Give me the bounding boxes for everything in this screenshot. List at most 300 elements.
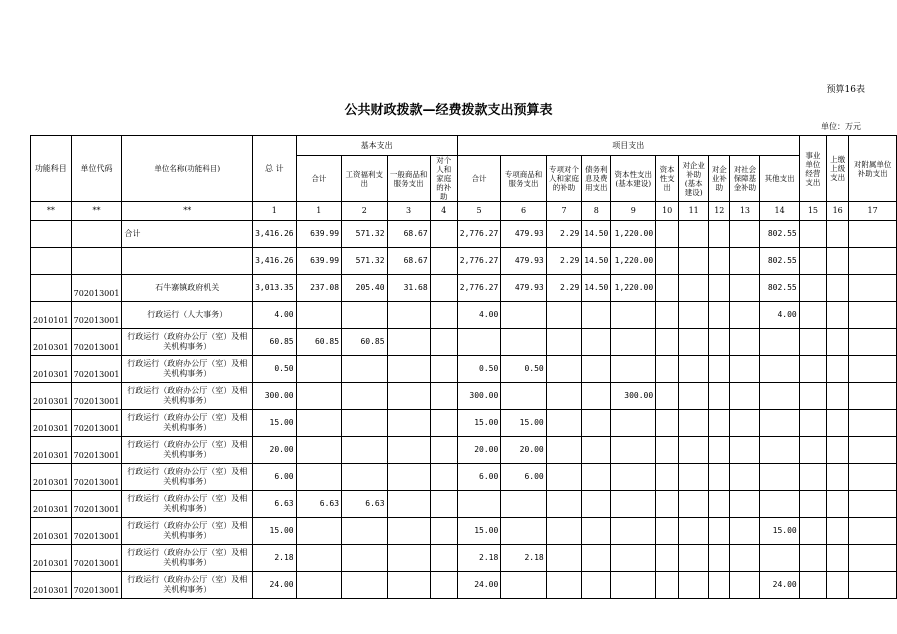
value-cell — [849, 275, 897, 302]
value-cell: 571.32 — [342, 221, 387, 248]
value-cell — [730, 572, 760, 599]
table-row — [31, 491, 897, 518]
value-cell: 15.00 — [253, 518, 297, 545]
header-project: 项目支出 — [457, 136, 799, 156]
index-cell: 11 — [679, 202, 709, 221]
value-cell: 2.18 — [501, 545, 546, 572]
value-cell — [430, 383, 457, 410]
value-cell — [656, 572, 679, 599]
unit-name-cell: 行政运行（政府办公厅（室）及相关机构事务） — [122, 491, 253, 518]
value-cell — [760, 410, 799, 437]
value-cell — [342, 383, 387, 410]
value-cell — [582, 464, 611, 491]
table-header — [31, 136, 897, 221]
func-code-cell: 2010301 — [31, 464, 72, 491]
value-cell — [760, 383, 799, 410]
func-code-cell: 2010301 — [31, 572, 72, 599]
value-cell: 237.08 — [296, 275, 341, 302]
value-cell — [709, 491, 730, 518]
unit-name-cell: 合计 — [122, 221, 253, 248]
index-cell: 13 — [730, 202, 760, 221]
header-fushu: 对附属单位补助支出 — [849, 136, 897, 202]
value-cell — [546, 329, 582, 356]
value-cell — [849, 572, 897, 599]
value-cell — [342, 356, 387, 383]
unit-name-cell: 行政运行（政府办公厅（室）及相关机构事务） — [122, 329, 253, 356]
value-cell — [656, 356, 679, 383]
value-cell — [679, 437, 709, 464]
table-row — [31, 437, 897, 464]
value-cell — [656, 248, 679, 275]
unit-code-cell: 702013001 — [71, 572, 122, 599]
value-cell — [827, 329, 849, 356]
value-cell — [430, 437, 457, 464]
value-cell — [827, 572, 849, 599]
value-cell — [799, 491, 826, 518]
value-cell: 2.29 — [546, 248, 582, 275]
value-cell — [709, 464, 730, 491]
value-cell: 6.63 — [342, 491, 387, 518]
table-row — [31, 572, 897, 599]
value-cell — [387, 329, 430, 356]
value-cell: 60.85 — [342, 329, 387, 356]
value-cell — [730, 329, 760, 356]
value-cell — [679, 302, 709, 329]
value-cell — [611, 491, 656, 518]
value-cell — [387, 491, 430, 518]
value-cell — [679, 545, 709, 572]
value-cell — [430, 464, 457, 491]
value-cell — [849, 545, 897, 572]
value-cell — [546, 302, 582, 329]
value-cell — [730, 410, 760, 437]
value-cell — [679, 491, 709, 518]
value-cell — [387, 302, 430, 329]
value-cell — [582, 356, 611, 383]
value-cell — [501, 572, 546, 599]
table-row — [31, 383, 897, 410]
value-cell — [679, 329, 709, 356]
header-project-sub: 对社会保障基金补助 — [730, 156, 760, 202]
value-cell — [709, 383, 730, 410]
unit-label: 单位：万元 — [821, 122, 861, 131]
value-cell — [827, 356, 849, 383]
value-cell — [799, 302, 826, 329]
value-cell — [760, 491, 799, 518]
value-cell — [546, 410, 582, 437]
value-cell — [342, 302, 387, 329]
value-cell — [827, 302, 849, 329]
value-cell — [296, 518, 341, 545]
index-cell: 14 — [760, 202, 799, 221]
index-cell: 9 — [611, 202, 656, 221]
value-cell — [849, 248, 897, 275]
unit-name-cell: 行政运行（政府办公厅（室）及相关机构事务） — [122, 410, 253, 437]
index-cell: 8 — [582, 202, 611, 221]
index-cell: ** — [122, 202, 253, 221]
value-cell — [730, 248, 760, 275]
value-cell: 639.99 — [296, 221, 341, 248]
value-cell — [387, 464, 430, 491]
unit-name-cell: 行政运行（政府办公厅（室）及相关机构事务） — [122, 437, 253, 464]
value-cell: 31.68 — [387, 275, 430, 302]
func-code-cell: 2010301 — [31, 410, 72, 437]
value-cell — [656, 410, 679, 437]
index-cell: 2 — [342, 202, 387, 221]
index-cell: 15 — [799, 202, 826, 221]
unit-name-cell: 行政运行（人大事务） — [122, 302, 253, 329]
value-cell: 24.00 — [457, 572, 501, 599]
value-cell — [430, 572, 457, 599]
value-cell: 4.00 — [760, 302, 799, 329]
value-cell — [679, 464, 709, 491]
value-cell — [679, 518, 709, 545]
func-code-cell — [31, 221, 72, 248]
value-cell — [799, 329, 826, 356]
value-cell — [611, 572, 656, 599]
header-basic: 基本支出 — [296, 136, 457, 156]
unit-code-cell: 702013001 — [71, 464, 122, 491]
table-row — [31, 464, 897, 491]
unit-code-cell: 702013001 — [71, 275, 122, 302]
index-cell: 16 — [827, 202, 849, 221]
value-cell — [430, 518, 457, 545]
value-cell — [656, 464, 679, 491]
value-cell — [709, 221, 730, 248]
value-cell — [799, 437, 826, 464]
value-cell — [799, 572, 826, 599]
value-cell — [849, 302, 897, 329]
value-cell — [709, 545, 730, 572]
value-cell — [430, 275, 457, 302]
value-cell — [296, 437, 341, 464]
value-cell: 3,416.26 — [253, 248, 297, 275]
value-cell: 0.50 — [501, 356, 546, 383]
value-cell — [582, 329, 611, 356]
value-cell — [799, 545, 826, 572]
value-cell — [430, 356, 457, 383]
value-cell — [546, 545, 582, 572]
value-cell — [827, 410, 849, 437]
table-row — [31, 329, 897, 356]
unit-name-cell: 行政运行（政府办公厅（室）及相关机构事务） — [122, 383, 253, 410]
value-cell — [656, 491, 679, 518]
header-unit-name: 单位名称(功能科目) — [122, 136, 253, 202]
value-cell: 300.00 — [253, 383, 297, 410]
value-cell — [342, 545, 387, 572]
value-cell — [387, 545, 430, 572]
value-cell — [827, 545, 849, 572]
value-cell — [656, 437, 679, 464]
unit-code-cell: 702013001 — [71, 437, 122, 464]
value-cell — [799, 410, 826, 437]
value-cell — [430, 248, 457, 275]
unit-name-cell — [122, 248, 253, 275]
index-cell: 1 — [296, 202, 341, 221]
unit-code-cell: 702013001 — [71, 383, 122, 410]
value-cell — [430, 545, 457, 572]
value-cell — [679, 275, 709, 302]
page-title: 公共财政拨款—经费拨款支出预算表 — [344, 103, 553, 118]
value-cell — [827, 383, 849, 410]
value-cell — [387, 437, 430, 464]
index-cell: 7 — [546, 202, 582, 221]
value-cell — [546, 572, 582, 599]
value-cell: 1,220.00 — [611, 221, 656, 248]
value-cell — [582, 572, 611, 599]
value-cell — [582, 410, 611, 437]
value-cell — [849, 329, 897, 356]
header-project-sub: 对企业补助 — [709, 156, 730, 202]
value-cell — [849, 221, 897, 248]
value-cell — [799, 275, 826, 302]
value-cell: 24.00 — [760, 572, 799, 599]
value-cell — [799, 221, 826, 248]
index-cell: ** — [71, 202, 122, 221]
value-cell — [387, 383, 430, 410]
value-cell — [760, 437, 799, 464]
value-cell — [296, 572, 341, 599]
value-cell — [849, 464, 897, 491]
value-cell — [827, 275, 849, 302]
value-cell — [387, 356, 430, 383]
value-cell — [501, 329, 546, 356]
value-cell — [611, 302, 656, 329]
value-cell: 20.00 — [501, 437, 546, 464]
value-cell — [849, 491, 897, 518]
unit-code-cell: 702013001 — [71, 518, 122, 545]
header-project-sub: 对企业补助(基本建设) — [679, 156, 709, 202]
header-basic-sub: 对个人和家庭的补助 — [430, 156, 457, 202]
value-cell: 6.00 — [501, 464, 546, 491]
table-row — [31, 545, 897, 572]
value-cell — [342, 518, 387, 545]
value-cell — [387, 572, 430, 599]
value-cell — [827, 518, 849, 545]
value-cell — [799, 356, 826, 383]
value-cell: 2.18 — [253, 545, 297, 572]
value-cell: 6.63 — [296, 491, 341, 518]
table-body — [31, 221, 897, 599]
value-cell — [611, 356, 656, 383]
value-cell — [296, 464, 341, 491]
value-cell — [582, 491, 611, 518]
header-unit-code: 单位代码 — [71, 136, 122, 202]
value-cell — [827, 248, 849, 275]
value-cell — [679, 221, 709, 248]
value-cell — [342, 410, 387, 437]
value-cell — [501, 518, 546, 545]
value-cell — [760, 329, 799, 356]
value-cell — [679, 248, 709, 275]
value-cell — [709, 518, 730, 545]
value-cell — [611, 329, 656, 356]
value-cell: 571.32 — [342, 248, 387, 275]
value-cell — [582, 518, 611, 545]
table-row — [31, 248, 897, 275]
value-cell — [611, 437, 656, 464]
value-cell: 6.00 — [457, 464, 501, 491]
unit-code-cell: 702013001 — [71, 491, 122, 518]
value-cell: 2,776.27 — [457, 248, 501, 275]
value-cell: 3,013.35 — [253, 275, 297, 302]
index-cell: 12 — [709, 202, 730, 221]
value-cell — [709, 329, 730, 356]
func-code-cell — [31, 275, 72, 302]
func-code-cell: 2010301 — [31, 545, 72, 572]
value-cell: 2.29 — [546, 275, 582, 302]
value-cell: 15.00 — [457, 410, 501, 437]
value-cell — [679, 383, 709, 410]
budget-table — [30, 135, 897, 599]
value-cell — [296, 410, 341, 437]
unit-name-cell: 行政运行（政府办公厅（室）及相关机构事务） — [122, 518, 253, 545]
value-cell — [827, 491, 849, 518]
value-cell — [709, 410, 730, 437]
value-cell: 1,220.00 — [611, 248, 656, 275]
value-cell: 20.00 — [457, 437, 501, 464]
value-cell — [296, 383, 341, 410]
value-cell: 3,416.26 — [253, 221, 297, 248]
table-row — [31, 302, 897, 329]
header-project-sub: 债务利息及费用支出 — [582, 156, 611, 202]
value-cell — [296, 545, 341, 572]
value-cell — [679, 572, 709, 599]
value-cell — [799, 518, 826, 545]
value-cell: 1,220.00 — [611, 275, 656, 302]
unit-code-cell: 702013001 — [71, 545, 122, 572]
value-cell: 802.55 — [760, 221, 799, 248]
index-cell: 17 — [849, 202, 897, 221]
value-cell: 24.00 — [253, 572, 297, 599]
value-cell — [656, 221, 679, 248]
value-cell — [611, 545, 656, 572]
unit-name-cell: 行政运行（政府办公厅（室）及相关机构事务） — [122, 464, 253, 491]
value-cell — [546, 383, 582, 410]
value-cell: 68.67 — [387, 248, 430, 275]
value-cell — [679, 410, 709, 437]
value-cell — [709, 302, 730, 329]
value-cell — [546, 437, 582, 464]
func-code-cell: 2010301 — [31, 383, 72, 410]
value-cell: 2.18 — [457, 545, 501, 572]
header-total: 总 计 — [253, 136, 297, 202]
header-func-subject: 功能科目 — [31, 136, 72, 202]
value-cell — [342, 572, 387, 599]
value-cell — [430, 491, 457, 518]
index-cell: 10 — [656, 202, 679, 221]
value-cell — [611, 518, 656, 545]
header-shangjiao: 上缴上级支出 — [827, 136, 849, 202]
value-cell — [709, 572, 730, 599]
value-cell — [656, 275, 679, 302]
value-cell: 802.55 — [760, 248, 799, 275]
value-cell — [296, 356, 341, 383]
unit-name-cell: 行政运行（政府办公厅（室）及相关机构事务） — [122, 572, 253, 599]
value-cell — [709, 356, 730, 383]
value-cell — [611, 410, 656, 437]
table-row — [31, 356, 897, 383]
value-cell — [430, 302, 457, 329]
value-cell — [611, 464, 656, 491]
index-cell: 3 — [387, 202, 430, 221]
func-code-cell: 2010301 — [31, 518, 72, 545]
value-cell: 14.50 — [582, 248, 611, 275]
value-cell — [501, 302, 546, 329]
unit-code-cell: 702013001 — [71, 356, 122, 383]
table-row — [31, 518, 897, 545]
unit-name-cell: 石牛寨镇政府机关 — [122, 275, 253, 302]
table-number: 预算16表 — [826, 85, 865, 95]
value-cell: 60.85 — [253, 329, 297, 356]
value-cell — [387, 410, 430, 437]
value-cell — [546, 491, 582, 518]
header-basic-sub: 一般商品和服务支出 — [387, 156, 430, 202]
value-cell — [656, 518, 679, 545]
value-cell — [546, 464, 582, 491]
header-shiye: 事业单位经营支出 — [799, 136, 826, 202]
value-cell — [849, 437, 897, 464]
value-cell — [799, 383, 826, 410]
value-cell — [709, 248, 730, 275]
value-cell — [799, 464, 826, 491]
value-cell: 15.00 — [253, 410, 297, 437]
value-cell: 300.00 — [611, 383, 656, 410]
func-code-cell: 2010301 — [31, 491, 72, 518]
unit-code-cell: 702013001 — [71, 302, 122, 329]
index-cell: 6 — [501, 202, 546, 221]
value-cell: 639.99 — [296, 248, 341, 275]
value-cell — [582, 383, 611, 410]
value-cell — [760, 545, 799, 572]
value-cell — [387, 518, 430, 545]
value-cell — [656, 329, 679, 356]
value-cell — [582, 437, 611, 464]
value-cell — [827, 221, 849, 248]
header-project-sub: 合计 — [457, 156, 501, 202]
unit-name-cell: 行政运行（政府办公厅（室）及相关机构事务） — [122, 545, 253, 572]
value-cell: 2.29 — [546, 221, 582, 248]
unit-name-cell: 行政运行（政府办公厅（室）及相关机构事务） — [122, 356, 253, 383]
value-cell — [760, 356, 799, 383]
table-row — [31, 410, 897, 437]
value-cell — [849, 383, 897, 410]
value-cell — [656, 545, 679, 572]
value-cell: 0.50 — [457, 356, 501, 383]
value-cell — [457, 491, 501, 518]
value-cell: 300.00 — [457, 383, 501, 410]
value-cell: 68.67 — [387, 221, 430, 248]
func-code-cell: 2010301 — [31, 356, 72, 383]
value-cell — [656, 302, 679, 329]
value-cell — [430, 221, 457, 248]
value-cell: 60.85 — [296, 329, 341, 356]
header-project-sub: 资本性支出 — [656, 156, 679, 202]
value-cell — [799, 248, 826, 275]
value-cell — [457, 329, 501, 356]
value-cell: 14.50 — [582, 275, 611, 302]
value-cell: 479.93 — [501, 221, 546, 248]
index-cell: 5 — [457, 202, 501, 221]
value-cell — [730, 383, 760, 410]
value-cell — [582, 545, 611, 572]
value-cell: 4.00 — [253, 302, 297, 329]
value-cell — [546, 518, 582, 545]
value-cell — [296, 302, 341, 329]
header-project-sub: 资本性支出(基本建设) — [611, 156, 656, 202]
value-cell — [730, 356, 760, 383]
index-cell: 4 — [430, 202, 457, 221]
